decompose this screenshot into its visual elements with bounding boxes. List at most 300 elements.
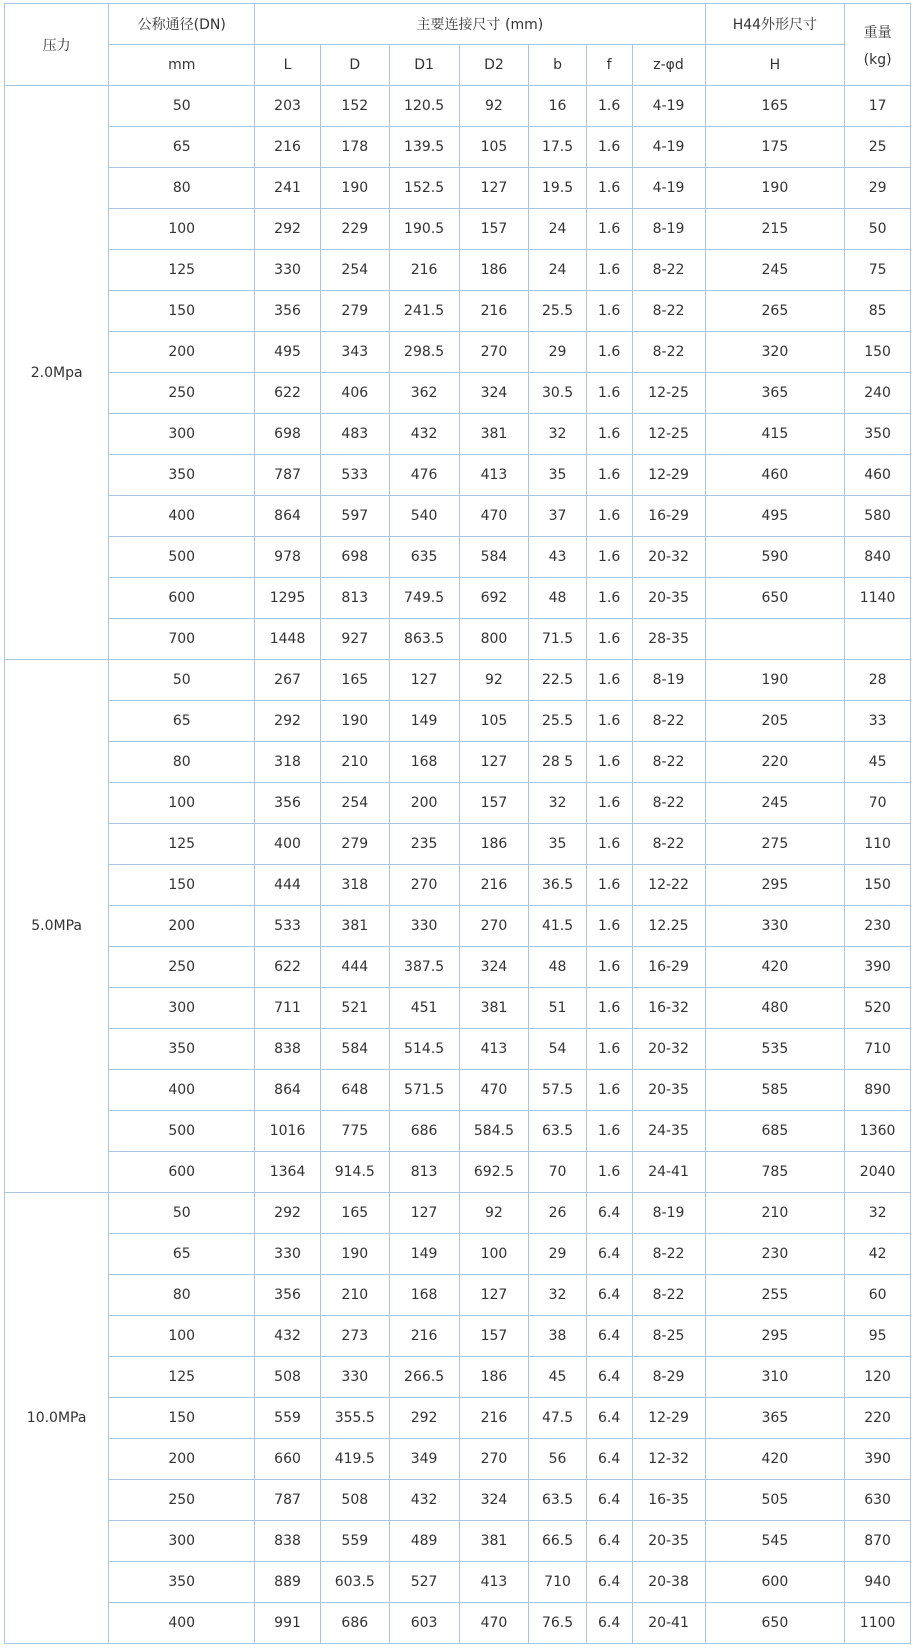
table-cell: 914.5 — [320, 1152, 389, 1193]
table-cell: 149 — [389, 701, 459, 742]
table-cell: 190 — [705, 660, 845, 701]
table-cell: 125 — [109, 824, 255, 865]
table-row — [5, 865, 911, 906]
table-cell: 165 — [705, 86, 845, 127]
table-cell: 42 — [845, 1234, 911, 1275]
table-cell: 24 — [529, 209, 586, 250]
table-cell: 470 — [459, 1603, 529, 1644]
table-cell: 1.6 — [586, 742, 632, 783]
table-cell: 1.6 — [586, 824, 632, 865]
table-row — [5, 1111, 911, 1152]
table-cell: 292 — [255, 701, 321, 742]
table-cell: 1.6 — [586, 865, 632, 906]
table-cell: 38 — [529, 1316, 586, 1357]
table-cell: 1.6 — [586, 332, 632, 373]
table-cell: 24-41 — [632, 1152, 705, 1193]
table-cell: 520 — [845, 988, 911, 1029]
table-cell: 840 — [845, 537, 911, 578]
table-cell: 1.6 — [586, 1152, 632, 1193]
table-cell: 139.5 — [389, 127, 459, 168]
table-cell: 590 — [705, 537, 845, 578]
table-cell: 152.5 — [389, 168, 459, 209]
table-cell: 63.5 — [529, 1480, 586, 1521]
table-cell: 254 — [320, 250, 389, 291]
table-cell: 36.5 — [529, 865, 586, 906]
table-cell: 149 — [389, 1234, 459, 1275]
table-cell: 540 — [389, 496, 459, 537]
table-row — [5, 209, 911, 250]
header-mm: mm — [109, 45, 255, 86]
table-cell: 1140 — [845, 578, 911, 619]
table-cell: 460 — [705, 455, 845, 496]
table-cell: 500 — [109, 1111, 255, 1152]
table-cell: 255 — [705, 1275, 845, 1316]
table-cell: 350 — [109, 1562, 255, 1603]
table-row — [5, 1439, 911, 1480]
table-cell: 70 — [845, 783, 911, 824]
table-cell: 514.5 — [389, 1029, 459, 1070]
table-cell: 584.5 — [459, 1111, 529, 1152]
table-cell: 1.6 — [586, 947, 632, 988]
table-cell: 890 — [845, 1070, 911, 1111]
table-cell: 216 — [255, 127, 321, 168]
table-cell: 413 — [459, 1029, 529, 1070]
table-cell: 270 — [389, 865, 459, 906]
table-cell: 210 — [320, 742, 389, 783]
table-cell: 25.5 — [529, 701, 586, 742]
table-cell: 420 — [705, 1439, 845, 1480]
table-cell: 6.4 — [586, 1316, 632, 1357]
table-cell: 8-29 — [632, 1357, 705, 1398]
table-cell: 533 — [320, 455, 389, 496]
table-cell: 48 — [529, 578, 586, 619]
table-cell: 710 — [845, 1029, 911, 1070]
table-cell: 1.6 — [586, 373, 632, 414]
table-cell: 165 — [320, 1193, 389, 1234]
table-cell: 1.6 — [586, 455, 632, 496]
table-cell: 1.6 — [586, 1029, 632, 1070]
table-row — [5, 783, 911, 824]
table-cell: 245 — [705, 250, 845, 291]
table-cell: 787 — [255, 1480, 321, 1521]
table-cell: 37 — [529, 496, 586, 537]
table-cell: 65 — [109, 127, 255, 168]
table-cell: 216 — [459, 1398, 529, 1439]
table-cell: 24 — [529, 250, 586, 291]
table-cell: 1.6 — [586, 537, 632, 578]
table-cell: 12-29 — [632, 1398, 705, 1439]
table-cell: 4-19 — [632, 86, 705, 127]
table-cell: 200 — [109, 1439, 255, 1480]
table-cell: 70 — [529, 1152, 586, 1193]
table-cell: 1.6 — [586, 127, 632, 168]
pressure-group-label: 5.0MPa — [5, 660, 109, 1193]
table-cell: 25.5 — [529, 291, 586, 332]
table-cell: 413 — [459, 455, 529, 496]
table-cell: 600 — [109, 578, 255, 619]
table-cell: 381 — [459, 988, 529, 1029]
table-cell: 400 — [109, 1070, 255, 1111]
table-cell: 1.6 — [586, 578, 632, 619]
table-cell: 190.5 — [389, 209, 459, 250]
table-row — [5, 1029, 911, 1070]
table-cell: 56 — [529, 1439, 586, 1480]
table-cell: 584 — [459, 537, 529, 578]
table-row — [5, 660, 911, 701]
table-cell: 168 — [389, 1275, 459, 1316]
table-cell: 1.6 — [586, 1070, 632, 1111]
table-cell: 365 — [705, 1398, 845, 1439]
table-cell: 47.5 — [529, 1398, 586, 1439]
table-cell: 330 — [705, 906, 845, 947]
table-cell: 66.5 — [529, 1521, 586, 1562]
table-cell: 1295 — [255, 578, 321, 619]
table-cell: 495 — [255, 332, 321, 373]
table-cell: 545 — [705, 1521, 845, 1562]
table-cell: 480 — [705, 988, 845, 1029]
table-cell: 110 — [845, 824, 911, 865]
table-row — [5, 1193, 911, 1234]
table-cell: 216 — [389, 250, 459, 291]
table-cell: 32 — [845, 1193, 911, 1234]
table-cell: 800 — [459, 619, 529, 660]
table-cell: 127 — [389, 1193, 459, 1234]
table-cell: 8-22 — [632, 742, 705, 783]
table-cell: 100 — [109, 1316, 255, 1357]
table-cell: 51 — [529, 988, 586, 1029]
table-row — [5, 496, 911, 537]
table-cell: 125 — [109, 250, 255, 291]
table-cell: 650 — [705, 1603, 845, 1644]
table-cell: 6.4 — [586, 1603, 632, 1644]
table-cell: 978 — [255, 537, 321, 578]
table-cell: 749.5 — [389, 578, 459, 619]
table-row — [5, 619, 911, 660]
table-cell: 45 — [845, 742, 911, 783]
table-cell: 220 — [705, 742, 845, 783]
table-cell: 1.6 — [586, 619, 632, 660]
table-cell: 1.6 — [586, 660, 632, 701]
table-cell: 215 — [705, 209, 845, 250]
table-cell: 8-22 — [632, 291, 705, 332]
valve-dimension-table — [4, 3, 911, 1644]
table-cell: 60 — [845, 1275, 911, 1316]
table-cell: 17.5 — [529, 127, 586, 168]
table-cell: 1.6 — [586, 988, 632, 1029]
table-cell: 210 — [705, 1193, 845, 1234]
table-cell: 419.5 — [320, 1439, 389, 1480]
table-cell: 105 — [459, 701, 529, 742]
table-cell: 298.5 — [389, 332, 459, 373]
table-cell: 508 — [255, 1357, 321, 1398]
table-cell: 355.5 — [320, 1398, 389, 1439]
table-cell: 330 — [320, 1357, 389, 1398]
table-cell: 230 — [705, 1234, 845, 1275]
table-cell: 20-32 — [632, 1029, 705, 1070]
table-cell: 324 — [459, 373, 529, 414]
table-cell: 292 — [255, 1193, 321, 1234]
table-row — [5, 86, 911, 127]
table-row — [5, 537, 911, 578]
table-cell: 6.4 — [586, 1275, 632, 1316]
table-cell: 310 — [705, 1357, 845, 1398]
table-cell: 71.5 — [529, 619, 586, 660]
table-cell: 1.6 — [586, 291, 632, 332]
table-cell: 6.4 — [586, 1193, 632, 1234]
table-cell: 28-35 — [632, 619, 705, 660]
table-cell: 1.6 — [586, 250, 632, 291]
table-cell: 275 — [705, 824, 845, 865]
table-cell: 50 — [845, 209, 911, 250]
table-cell: 265 — [705, 291, 845, 332]
table-cell: 295 — [705, 1316, 845, 1357]
table-cell: 57.5 — [529, 1070, 586, 1111]
table-cell: 365 — [705, 373, 845, 414]
table-cell: 254 — [320, 783, 389, 824]
table-row — [5, 455, 911, 496]
table-cell: 200 — [389, 783, 459, 824]
table-cell: 356 — [255, 1275, 321, 1316]
table-cell: 125 — [109, 1357, 255, 1398]
table-cell: 80 — [109, 1275, 255, 1316]
table-cell: 600 — [109, 1152, 255, 1193]
header-D1: D1 — [389, 45, 459, 86]
table-cell: 28 5 — [529, 742, 586, 783]
header-D: D — [320, 45, 389, 86]
table-cell: 190 — [320, 168, 389, 209]
table-cell: 775 — [320, 1111, 389, 1152]
table-cell: 349 — [389, 1439, 459, 1480]
table-cell: 432 — [389, 414, 459, 455]
table-row — [5, 332, 911, 373]
table-cell: 30.5 — [529, 373, 586, 414]
table-cell: 12-25 — [632, 373, 705, 414]
table-cell: 270 — [459, 332, 529, 373]
table-row — [5, 1562, 911, 1603]
table-cell: 1.6 — [586, 168, 632, 209]
table-cell: 603.5 — [320, 1562, 389, 1603]
table-cell: 324 — [459, 947, 529, 988]
table-cell: 8-22 — [632, 1275, 705, 1316]
table-cell: 292 — [255, 209, 321, 250]
table-cell: 12-29 — [632, 455, 705, 496]
table-cell: 12-32 — [632, 1439, 705, 1480]
table-cell: 685 — [705, 1111, 845, 1152]
table-cell: 648 — [320, 1070, 389, 1111]
table-cell: 559 — [255, 1398, 321, 1439]
table-cell: 1.6 — [586, 906, 632, 947]
table-cell: 381 — [459, 414, 529, 455]
table-cell: 26 — [529, 1193, 586, 1234]
table-row — [5, 906, 911, 947]
table-cell: 17 — [845, 86, 911, 127]
table-cell: 266.5 — [389, 1357, 459, 1398]
table-cell: 571.5 — [389, 1070, 459, 1111]
header-nominal-diameter: 公称通径(DN) — [109, 4, 255, 45]
table-cell: 330 — [389, 906, 459, 947]
table-cell: 150 — [109, 1398, 255, 1439]
table-cell: 235 — [389, 824, 459, 865]
table-cell: 8-22 — [632, 250, 705, 291]
table-cell: 686 — [320, 1603, 389, 1644]
table-row — [5, 414, 911, 455]
table-cell: 8-25 — [632, 1316, 705, 1357]
table-cell: 245 — [705, 783, 845, 824]
table-cell: 150 — [109, 865, 255, 906]
table-cell: 229 — [320, 209, 389, 250]
table-row — [5, 127, 911, 168]
table-cell: 270 — [459, 906, 529, 947]
table-cell: 216 — [459, 291, 529, 332]
table-cell: 838 — [255, 1521, 321, 1562]
table-cell: 692.5 — [459, 1152, 529, 1193]
table-row — [5, 1316, 911, 1357]
table-cell: 203 — [255, 86, 321, 127]
table-cell: 20-41 — [632, 1603, 705, 1644]
table-cell: 100 — [109, 209, 255, 250]
table-cell: 186 — [459, 1357, 529, 1398]
table-cell: 19.5 — [529, 168, 586, 209]
table-cell: 8-19 — [632, 209, 705, 250]
table-cell: 508 — [320, 1480, 389, 1521]
table-cell: 45 — [529, 1357, 586, 1398]
table-cell: 157 — [459, 1316, 529, 1357]
table-cell: 406 — [320, 373, 389, 414]
header-row-2 — [5, 45, 911, 86]
table-cell: 150 — [845, 865, 911, 906]
table-cell: 43 — [529, 537, 586, 578]
table-cell: 521 — [320, 988, 389, 1029]
table-cell: 4-19 — [632, 168, 705, 209]
table-cell: 1.6 — [586, 783, 632, 824]
table-cell: 400 — [109, 496, 255, 537]
table-cell: 20-35 — [632, 1521, 705, 1562]
table-cell: 495 — [705, 496, 845, 537]
table-cell: 1448 — [255, 619, 321, 660]
table-cell: 120.5 — [389, 86, 459, 127]
table-cell: 460 — [845, 455, 911, 496]
table-cell: 1016 — [255, 1111, 321, 1152]
table-cell: 50 — [109, 1193, 255, 1234]
table-cell: 1.6 — [586, 414, 632, 455]
table-cell: 413 — [459, 1562, 529, 1603]
table-cell: 350 — [845, 414, 911, 455]
table-cell: 698 — [255, 414, 321, 455]
table-cell: 6.4 — [586, 1521, 632, 1562]
table-cell: 105 — [459, 127, 529, 168]
table-cell: 489 — [389, 1521, 459, 1562]
table-cell: 6.4 — [586, 1398, 632, 1439]
table-cell: 1.6 — [586, 496, 632, 537]
table-cell: 186 — [459, 824, 529, 865]
table-row — [5, 1480, 911, 1521]
table-cell: 927 — [320, 619, 389, 660]
table-cell: 220 — [845, 1398, 911, 1439]
table-cell: 29 — [845, 168, 911, 209]
table-cell: 8-22 — [632, 824, 705, 865]
table-cell: 29 — [529, 1234, 586, 1275]
table-cell: 870 — [845, 1521, 911, 1562]
table-cell: 150 — [845, 332, 911, 373]
table-cell: 127 — [389, 660, 459, 701]
table-cell: 250 — [109, 947, 255, 988]
table-cell: 200 — [109, 332, 255, 373]
table-cell: 889 — [255, 1562, 321, 1603]
table-row — [5, 250, 911, 291]
table-cell: 838 — [255, 1029, 321, 1070]
table-row — [5, 1603, 911, 1644]
table-cell: 175 — [705, 127, 845, 168]
table-row — [5, 1275, 911, 1316]
table-cell: 451 — [389, 988, 459, 1029]
table-cell: 75 — [845, 250, 911, 291]
table-cell: 785 — [705, 1152, 845, 1193]
table-cell: 622 — [255, 373, 321, 414]
table-row — [5, 824, 911, 865]
table-cell: 54 — [529, 1029, 586, 1070]
table-cell: 250 — [109, 373, 255, 414]
table-cell: 292 — [389, 1398, 459, 1439]
table-cell: 444 — [320, 947, 389, 988]
table-cell: 48 — [529, 947, 586, 988]
table-row — [5, 168, 911, 209]
table-cell: 186 — [459, 250, 529, 291]
table-cell: 444 — [255, 865, 321, 906]
table-cell: 940 — [845, 1562, 911, 1603]
table-cell: 25 — [845, 127, 911, 168]
table-cell: 1.6 — [586, 86, 632, 127]
table-cell: 190 — [320, 1234, 389, 1275]
table-cell: 65 — [109, 1234, 255, 1275]
table-cell: 603 — [389, 1603, 459, 1644]
table-cell: 95 — [845, 1316, 911, 1357]
table-cell: 230 — [845, 906, 911, 947]
table-cell: 240 — [845, 373, 911, 414]
table-cell: 216 — [459, 865, 529, 906]
header-L: L — [255, 45, 321, 86]
table-cell: 120 — [845, 1357, 911, 1398]
table-row — [5, 1398, 911, 1439]
table-cell: 295 — [705, 865, 845, 906]
table-cell: 505 — [705, 1480, 845, 1521]
table-cell: 1360 — [845, 1111, 911, 1152]
header-weight-label: 重量 — [863, 24, 892, 41]
table-row — [5, 1152, 911, 1193]
pressure-group-label: 10.0MPa — [5, 1193, 109, 1644]
table-cell: 330 — [255, 1234, 321, 1275]
header-H: H — [705, 45, 845, 86]
table-cell: 8-19 — [632, 660, 705, 701]
header-D2: D2 — [459, 45, 529, 86]
table-cell: 6.4 — [586, 1234, 632, 1275]
table-cell: 63.5 — [529, 1111, 586, 1152]
header-h44: H44外形尺寸 — [705, 4, 845, 45]
table-row — [5, 742, 911, 783]
table-cell: 476 — [389, 455, 459, 496]
header-row-1 — [5, 4, 911, 45]
table-cell: 1.6 — [586, 701, 632, 742]
table-cell: 1.6 — [586, 1111, 632, 1152]
table-cell: 330 — [255, 250, 321, 291]
table-cell: 787 — [255, 455, 321, 496]
table-cell: 50 — [109, 660, 255, 701]
table-cell: 8-22 — [632, 332, 705, 373]
table-cell: 8-22 — [632, 783, 705, 824]
table-cell: 600 — [705, 1562, 845, 1603]
table-cell: 318 — [255, 742, 321, 783]
table-cell: 22.5 — [529, 660, 586, 701]
table-cell: 92 — [459, 86, 529, 127]
